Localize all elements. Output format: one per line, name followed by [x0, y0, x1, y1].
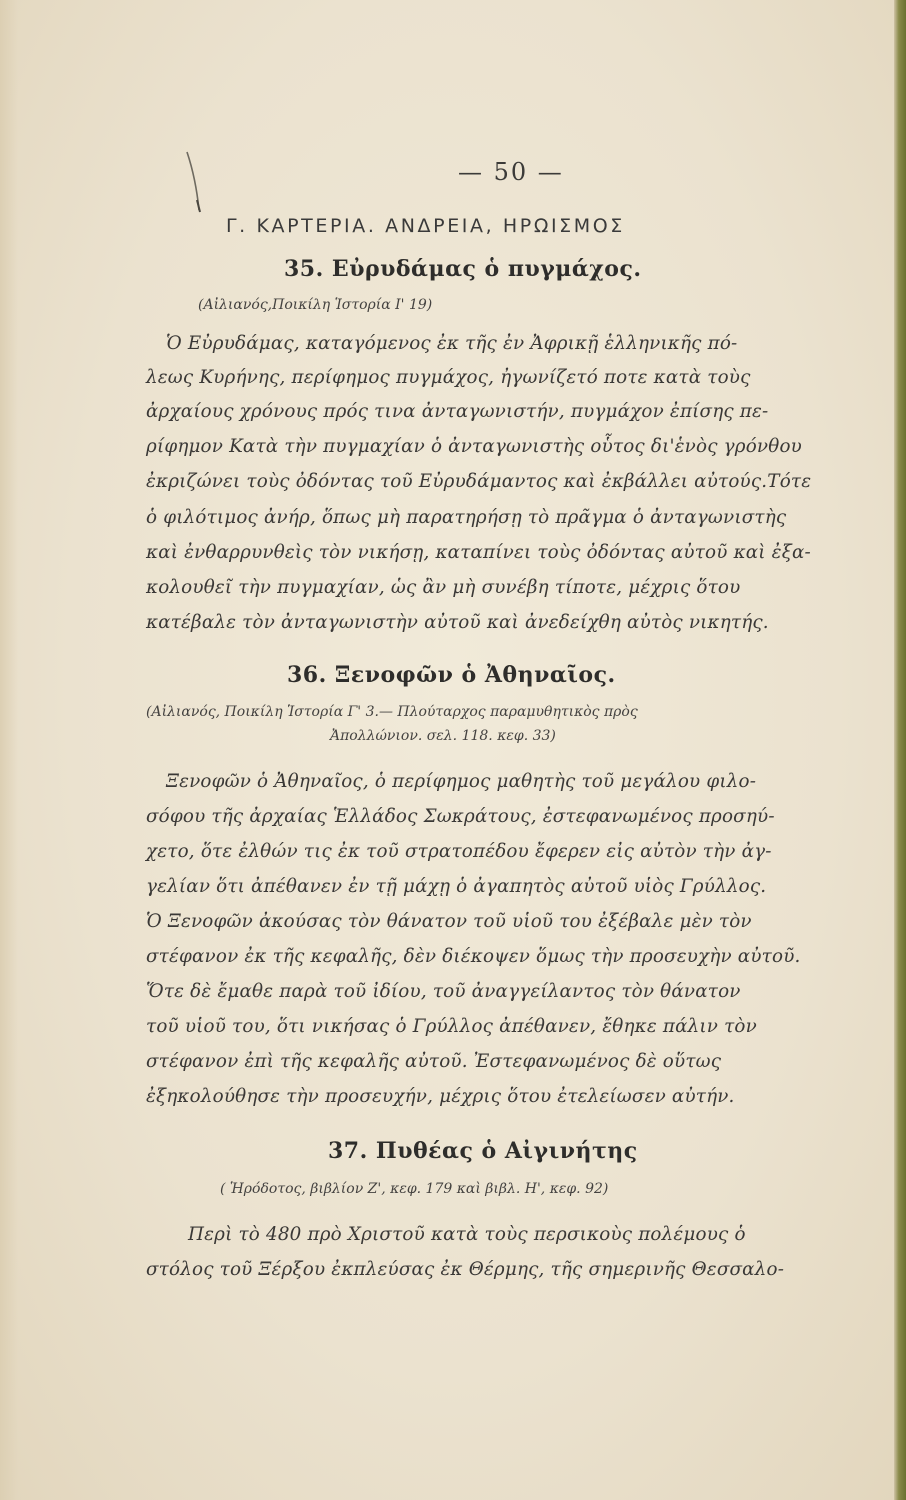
page-edge — [894, 0, 906, 1500]
entry-text-line: Περὶ τὸ 480 πρὸ Χριστοῦ κατὰ τοὺς περσικοὺς πολέμους ὁ — [188, 1224, 746, 1245]
entry-text-line: σόφου τῆς ἀρχαίας Ἑλλάδος Σωκράτους, ἐστεφανωμένος προσηύ- — [146, 806, 775, 827]
entry-text-line: κολουθεῖ τὴν πυγμαχίαν, ὡς ἂν μὴ συνέβη τίποτε, μέχρις ὅτου — [146, 577, 741, 598]
entry-text-line: στέφανον ἐκ τῆς κεφαλῆς, δὲν διέκοψεν ὅμως τὴν προσευχὴν αὐτοῦ. — [146, 946, 801, 967]
entry-text-line: Ξενοφῶν ὁ Ἀθηναῖος, ὁ περίφημος μαθητὴς τοῦ μεγάλου φιλο- — [166, 771, 757, 792]
entry-text-line: χετο, ὅτε ἐλθών τις ἐκ τοῦ στρατοπέδου ἔφερεν εἰς αὐτὸν τὴν ἀγ- — [146, 841, 772, 862]
entry-text-line: ἐξηκολούθησε τὴν προσευχήν, μέχρις ὅτου ἐτελείωσεν αὐτήν. — [146, 1086, 735, 1107]
entry-source-36: (Αἰλιανός, Ποικίλη Ἱστορία Γ' 3.— Πλούταρχος παραμυθητικὸς πρὸς — [146, 704, 638, 720]
page-gutter-shadow — [0, 0, 18, 1500]
entry-text-line: κατέβαλε τὸν ἀνταγωνιστὴν αὐτοῦ καὶ ἀνεδείχθη αὐτὸς νικητής. — [146, 612, 769, 633]
section-heading: Γ. ΚΑΡΤΕΡΙΑ. ΑΝΔΡΕΙΑ, ΗΡΩΙΣΜΟΣ — [226, 215, 625, 237]
entry-text-line: στέφανον ἐπὶ τῆς κεφαλῆς αὐτοῦ. Ἐστεφανωμένος δὲ οὕτως — [146, 1051, 722, 1072]
entry-title-37: 37. Πυθέας ὁ Αἰγινήτης — [328, 1138, 638, 1164]
entry-text-line: στόλος τοῦ Ξέρξου ἐκπλεύσας ἐκ Θέρμης, τῆς σημερινῆς Θεσσαλο- — [146, 1259, 785, 1280]
entry-text-line: ὁ φιλότιμος ἀνήρ, ὅπως μὴ παρατηρήσῃ τὸ πρᾶγμα ὁ ἀνταγωνιστὴς — [146, 507, 787, 528]
entry-text-line: Ὁ Ξενοφῶν ἀκούσας τὸν θάνατον τοῦ υἱοῦ του ἐξέβαλε μὲν τὸν — [146, 911, 752, 932]
entry-text-line: ἀρχαίους χρόνους πρός τινα ἀνταγωνιστήν, πυγμάχον ἐπίσης πε- — [146, 401, 769, 422]
entry-source-36-cont: Ἀπολλώνιον. σελ. 118. κεφ. 33) — [330, 728, 556, 744]
page-number: — 50 — — [458, 158, 564, 186]
entry-text-line: καὶ ἐνθαρρυνθεὶς τὸν νικήσῃ, καταπίνει τοὺς ὀδόντας αὐτοῦ καὶ ἐξα- — [146, 542, 811, 563]
entry-title-36: 36. Ξενοφῶν ὁ Ἀθηναῖος. — [287, 662, 616, 688]
entry-title-35: 35. Εὐρυδάμας ὁ πυγμάχος. — [284, 256, 642, 282]
entry-source-37: ( Ἡρόδοτος, βιβλίον Ζ', κεφ. 179 καὶ βιβλ. Η', κεφ. 92) — [220, 1181, 609, 1197]
entry-text-line: Ὁ Εὐρυδάμας, καταγόμενος ἐκ τῆς ἐν Ἀφρικῇ ἑλληνικῆς πό- — [166, 333, 738, 354]
pencil-mark — [183, 150, 223, 220]
entry-source-35: (Αἰλιανός,Ποικίλη Ἱστορία Ι' 19) — [198, 297, 433, 313]
entry-text-line: ρίφημον Κατὰ τὴν πυγμαχίαν ὁ ἀνταγωνιστὴς οὗτος δι'ἑνὸς γρόνθου — [146, 436, 802, 457]
entry-text-line: ἐκριζώνει τοὺς ὀδόντας τοῦ Εὐρυδάμαντος καὶ ἐκβάλλει αὐτούς.Τότε — [146, 471, 812, 492]
entry-text-line: λεως Κυρήνης, περίφημος πυγμάχος, ἠγωνίζετό ποτε κατὰ τοὺς — [146, 367, 751, 388]
entry-text-line: τοῦ υἱοῦ του, ὅτι νικήσας ὁ Γρύλλος ἀπέθανεν, ἔθηκε πάλιν τὸν — [146, 1016, 757, 1037]
entry-text-line: Ὅτε δὲ ἔμαθε παρὰ τοῦ ἰδίου, τοῦ ἀναγγείλαντος τὸν θάνατον — [146, 981, 741, 1002]
entry-text-line: γελίαν ὅτι ἀπέθανεν ἐν τῇ μάχῃ ὁ ἀγαπητὸς αὐτοῦ υἱὸς Γρύλλος. — [146, 876, 767, 897]
